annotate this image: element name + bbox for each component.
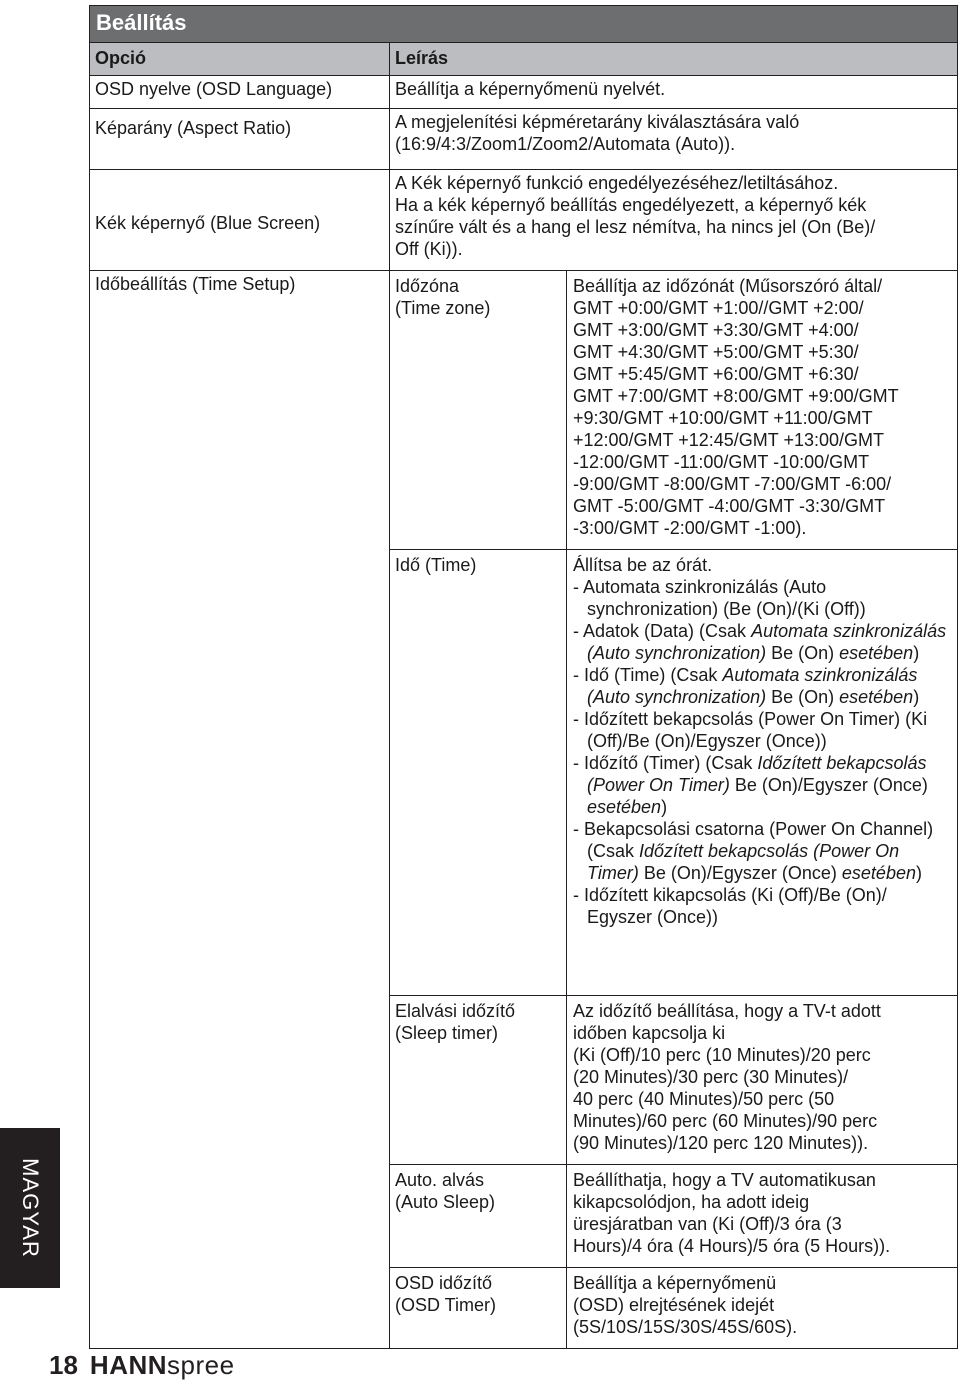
bullet-item: - Időzített kikapcsolás (Ki (Off)/Be (On)/ Egyszer (Once)) [573, 885, 887, 927]
description-line: Hours)/4 óra (4 Hours)/5 óra (5 Hours)). [573, 1236, 891, 1256]
description-line: GMT +5:45/GMT +6:00/GMT +6:30/ [573, 364, 859, 384]
language-label: MAGYAR [18, 1158, 43, 1258]
subtable-row-osd-timer [390, 1268, 957, 1349]
description-line: Állítsa be az órát. [573, 555, 713, 575]
description-line: Minutes)/60 perc (60 Minutes)/90 perc [573, 1111, 878, 1131]
table-row [90, 76, 958, 109]
bullet-italic-text: Automata szinkronizálás (Auto synchronization) [587, 665, 918, 707]
description-line: +12:00/GMT +12:45/GMT +13:00/GMT [573, 430, 884, 450]
table-title-row [90, 6, 958, 43]
description-line: Beállíthatja, hogy a TV automatikusan [573, 1170, 876, 1190]
description-line: -12:00/GMT -11:00/GMT -10:00/GMT [573, 452, 870, 472]
description-line: -3:00/GMT -2:00/GMT -1:00). [573, 518, 807, 538]
bullet-text: Be (On) [766, 643, 840, 663]
sub-option-line: (OSD Timer) [395, 1295, 496, 1315]
bullet-text: - Bekapcsolási csatorna (Power On Channel) (Csak [573, 819, 934, 861]
table-row-time-setup [90, 271, 958, 1349]
sub-description-cell [567, 271, 958, 550]
bullet-item [573, 664, 953, 708]
option-cell: OSD nyelve (OSD Language) [90, 76, 390, 109]
sub-option-line: OSD időzítő [395, 1273, 493, 1293]
sub-option-cell [390, 1165, 567, 1268]
brand-logo [90, 1350, 235, 1381]
description-cell [390, 170, 958, 271]
bullet-text: - Időzítő (Timer) (Csak [573, 753, 758, 773]
bullet-text: Be (On) [766, 687, 840, 707]
description-line: Ha a kék képernyő beállítás engedélyezett, a képernyő kék [395, 195, 867, 215]
description-line: A Kék képernyő funkció engedélyezéséhez/letiltásához. [395, 173, 839, 193]
description-line: üresjáratban van (Ki (Off)/3 óra (3 [573, 1214, 842, 1234]
bullet-text: Be (On)/Egyszer (Once) [729, 775, 928, 795]
description-line: (20 Minutes)/30 perc (30 Minutes)/ [573, 1067, 849, 1087]
description-line: Beállítja az időzónát (Műsorszóró által/ [573, 276, 883, 296]
description-line: 40 perc (40 Minutes)/50 perc (50 [573, 1089, 835, 1109]
subtable-row-auto-sleep [390, 1165, 957, 1268]
description-line: -9:00/GMT -8:00/GMT -7:00/GMT -6:00/ [573, 474, 892, 494]
page-number: 18 [49, 1349, 78, 1380]
bullet-italic-text: esetében [587, 797, 662, 817]
bullet-text: ) [915, 863, 922, 883]
column-header-description: Leírás [390, 43, 958, 76]
time-setup-subtable-cell [390, 271, 958, 1349]
bullet-text: - Adatok (Data) (Csak [573, 621, 752, 641]
language-side-tab [0, 1128, 60, 1288]
option-cell: Kék képernyő (Blue Screen) [90, 170, 390, 271]
description-line: (Ki (Off)/10 perc (10 Minutes)/20 perc [573, 1045, 871, 1065]
sub-option-line: Auto. alvás [395, 1170, 485, 1190]
sub-option-cell: Idő (Time) [390, 550, 567, 996]
settings-table [89, 5, 958, 1349]
sub-description-cell [567, 1268, 958, 1349]
description-line: (5S/10S/15S/30S/45S/60S). [573, 1317, 798, 1337]
description-line: GMT +3:00/GMT +3:30/GMT +4:00/ [573, 320, 859, 340]
bullet-item [573, 620, 953, 664]
description-line: (OSD) elrejtésének idejét [573, 1295, 775, 1315]
bullet-text: ) [661, 797, 668, 817]
description-line: (16:9/4:3/Zoom1/Zoom2/Automata (Auto)). [395, 134, 736, 154]
table-title: Beállítás [90, 6, 958, 43]
subtable-row-time-zone [390, 271, 957, 550]
sub-option-cell [390, 1268, 567, 1349]
page-footer [49, 1350, 235, 1380]
bullet-italic-text: Időzített bekapcsolás (Power On Timer) [587, 841, 900, 883]
table-row [90, 109, 958, 170]
logo-light-part: spree [167, 1349, 235, 1380]
bullet-text: Be (On)/Egyszer (Once) [638, 863, 842, 883]
sub-option-line: (Auto Sleep) [395, 1192, 496, 1212]
sub-option-line: Elalvási időzítő [395, 1001, 516, 1021]
bullet-text: ) [913, 643, 920, 663]
description-line: GMT -5:00/GMT -4:00/GMT -3:30/GMT [573, 496, 886, 516]
sub-option-line: (Time zone) [395, 298, 491, 318]
sub-option-cell [390, 271, 567, 550]
bullet-item [573, 752, 953, 818]
bullet-italic-text: esetében [839, 687, 914, 707]
bullet-italic-text: esetében [841, 863, 916, 883]
bullet-item [573, 818, 953, 884]
description-line: Off (Ki)). [395, 239, 463, 259]
bullet-item: - Időzített bekapcsolás (Power On Timer) (Ki (Off)/Be (On)/Egyszer (Once)) [573, 709, 928, 751]
bullet-italic-text: esetében [839, 643, 914, 663]
bullet-text: - Idő (Time) (Csak [573, 665, 723, 685]
bullet-italic-text: Automata szinkronizálás (Auto synchronization) [587, 621, 947, 663]
option-cell: Képarány (Aspect Ratio) [90, 109, 390, 170]
description-line: Az időzítő beállítása, hogy a TV-t adott [573, 1001, 881, 1021]
sub-option-line: Időzóna [395, 276, 460, 296]
bullet-text: ) [913, 687, 920, 707]
description-cell [390, 109, 958, 170]
description-line: GMT +7:00/GMT +8:00/GMT +9:00/GMT [573, 386, 899, 406]
sub-option-line: (Sleep timer) [395, 1023, 499, 1043]
description-line: Beállítja a képernyőmenü nyelvét. [395, 79, 666, 99]
description-line: GMT +0:00/GMT +1:00//GMT +2:00/ [573, 298, 864, 318]
sub-option-cell [390, 996, 567, 1165]
description-line: időben kapcsolja ki [573, 1023, 726, 1043]
bullet-italic-text: Időzített bekapcsolás (Power On Timer) [587, 753, 927, 795]
description-line: +9:30/GMT +10:00/GMT +11:00/GMT [573, 408, 873, 428]
subtable-row-time [390, 550, 957, 996]
description-line: GMT +4:30/GMT +5:00/GMT +5:30/ [573, 342, 859, 362]
table-header-row [90, 43, 958, 76]
description-line: Beállítja a képernyőmenü [573, 1273, 777, 1293]
time-setup-subtable [390, 271, 957, 1348]
table-row [90, 170, 958, 271]
sub-description-cell [567, 550, 958, 996]
option-cell: Időbeállítás (Time Setup) [90, 271, 390, 1349]
description-line: A megjelenítési képméretarány kiválasztására való [395, 112, 800, 132]
logo-bold-part: HANN [89, 1349, 168, 1380]
description-line: kikapcsolódjon, ha adott ideig [573, 1192, 810, 1212]
sub-description-cell [567, 1165, 958, 1268]
bullet-item: - Automata szinkronizálás (Auto synchronization) (Be (On)/(Ki (Off)) [573, 577, 866, 619]
column-header-option: Opció [90, 43, 390, 76]
description-cell [390, 76, 958, 109]
description-line: színűre vált és a hang el lesz némítva, ha nincs jel (On (Be)/ [395, 217, 876, 237]
description-line: (90 Minutes)/120 perc 120 Minutes)). [573, 1133, 869, 1153]
subtable-row-sleep-timer [390, 996, 957, 1165]
sub-description-cell [567, 996, 958, 1165]
